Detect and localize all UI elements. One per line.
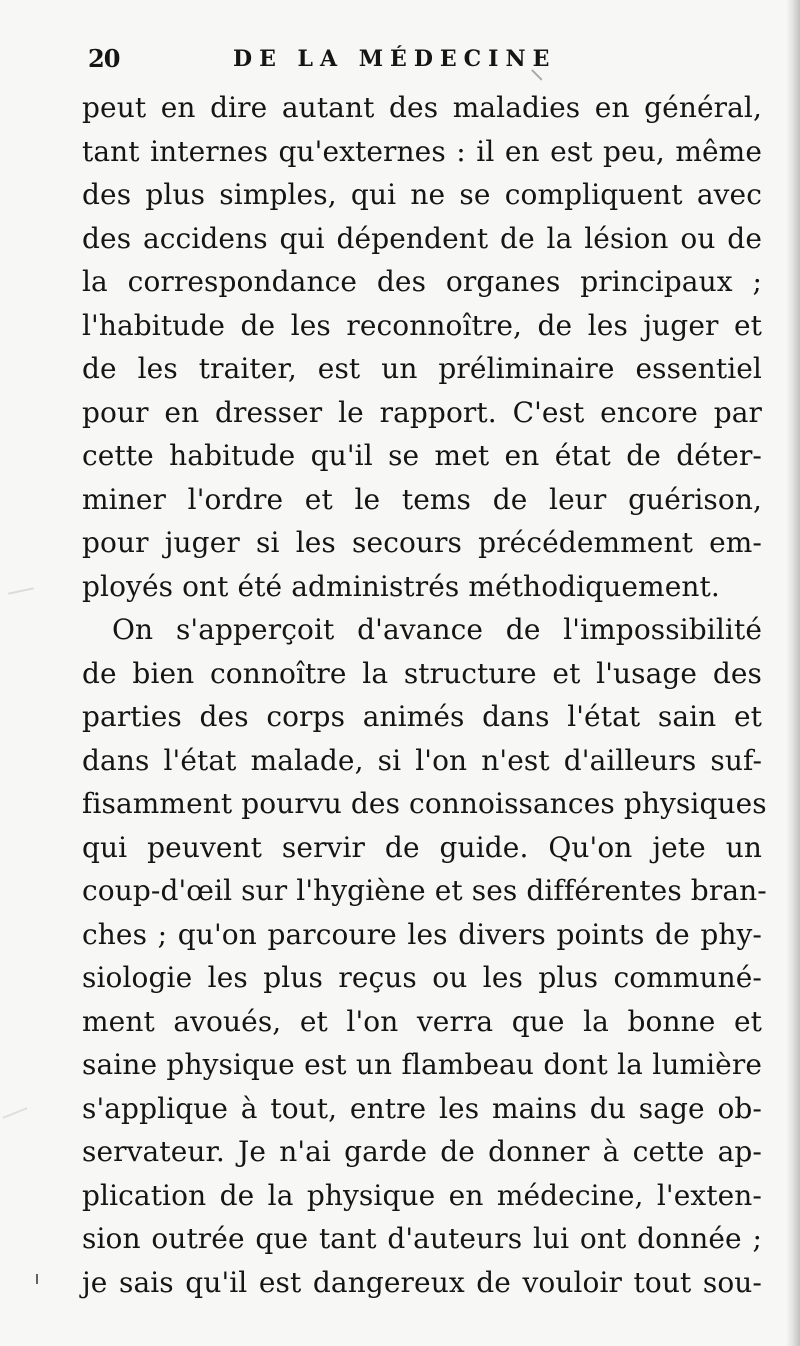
page-spine-shadow: [786, 0, 800, 1346]
page-header: [88, 41, 758, 77]
text-line: servateur. Je n'ai garde de donner à cette ap-: [82, 1135, 762, 1168]
text-line: je sais qu'il est dangereux de vouloir tout sou-: [82, 1265, 762, 1299]
text-line: des accidens qui dépendent de la lésion ou de: [82, 221, 762, 255]
text-line: cette habitude qu'il se met en état de déter-: [82, 439, 762, 472]
text-line: de les traiter, est un préliminaire essentiel: [82, 352, 762, 385]
text-line: siologie les plus reçus ou les plus communé-: [82, 961, 762, 994]
body-text: [82, 86, 767, 1304]
page-number: 20: [88, 44, 120, 73]
text-line: sion outrée que tant d'auteurs lui ont donnée ;: [82, 1222, 762, 1255]
ink-mark: [36, 1274, 38, 1284]
scan-mark: [8, 587, 34, 594]
text-line: saine physique est un flambeau dont la lumière: [82, 1048, 762, 1081]
text-line: la correspondance des organes principaux ;: [82, 265, 762, 298]
running-head: DE LA MÉDECINE: [233, 46, 557, 72]
text-line: des plus simples, qui ne se compliquent avec: [82, 178, 762, 211]
text-line: qui peuvent servir de guide. Qu'on jete un: [82, 830, 762, 864]
text-line: ches ; qu'on parcoure les divers points de phy-: [82, 917, 762, 951]
text-line: pour en dresser le rapport. C'est encore par: [82, 395, 762, 429]
text-line: pour juger si les secours précédemment em-: [82, 526, 762, 559]
text-line: fisamment pourvu des connoissances physiques: [82, 787, 767, 820]
text-line: tant internes qu'externes : il en est peu, même: [82, 134, 762, 168]
text-line: de bien connoître la structure et l'usage des: [82, 656, 762, 690]
text-line: coup-d'œil sur l'hygiène et ses différentes bran-: [82, 874, 767, 907]
text-line: ployés ont été administrés méthodiquement.: [82, 569, 720, 603]
text-line: plication de la physique en médecine, l'exten-: [82, 1178, 762, 1212]
text-line: miner l'ordre et le tems de leur guérison,: [82, 482, 762, 516]
text-line: parties des corps animés dans l'état sain et: [82, 700, 762, 733]
text-line: dans l'état malade, si l'on n'est d'ailleurs suf-: [82, 743, 762, 777]
text-line: ment avoués, et l'on verra que la bonne et: [82, 1004, 762, 1038]
text-line: peut en dire autant des maladies en général,: [82, 91, 762, 124]
text-line: l'habitude de les reconnoître, de les juger et: [82, 308, 762, 342]
scan-mark: [3, 1107, 28, 1119]
text-line: On s'apperçoit d'avance de l'impossibilité: [112, 613, 762, 646]
text-line: s'applique à tout, entre les mains du sage ob-: [82, 1091, 762, 1125]
